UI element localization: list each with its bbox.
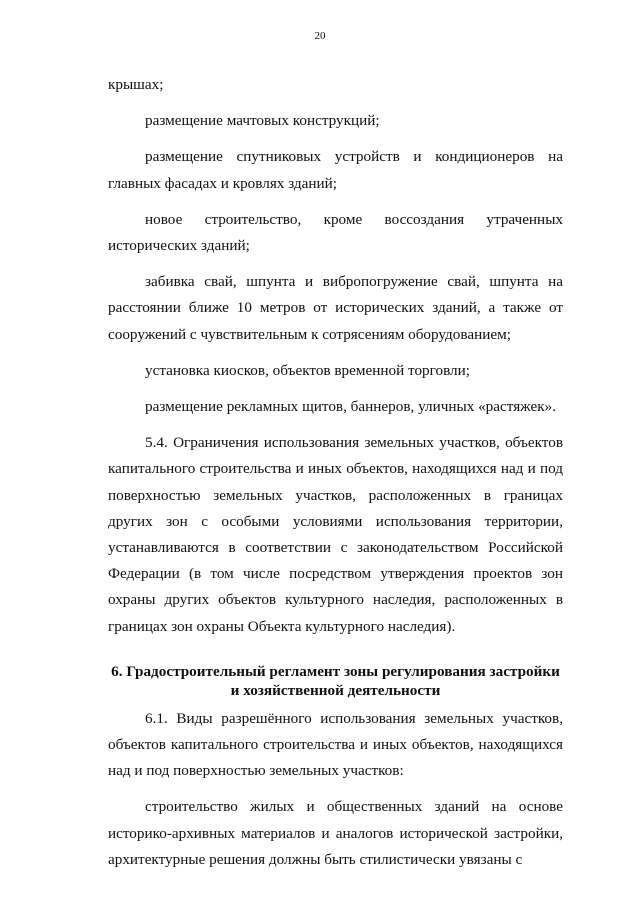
paragraph: 6.1. Виды разрешённого использования земельных участков, объектов капитального строительства и иных объектов, находящихся над и под поверхностью земельных участков: bbox=[108, 709, 563, 780]
paragraph: размещение рекламных щитов, баннеров, уличных «растяжек». bbox=[145, 398, 556, 416]
paragraph: крышах; bbox=[108, 76, 164, 93]
paragraph: 5.4. Ограничения использования земельных участков, объектов капитального строительства и иных объектов, находящихся над и под поверхностью земельных участков, расположенных в границах других зон с особыми условиями использования территории, устанавливаются в соответствии с законодательством Российской Федерации (в том числе посредством утверждения проектов зон охраны других объектов культурного наследия, расположенных в границах зон охраны Объекта культурного наследия). bbox=[108, 434, 563, 635]
paragraph: забивка свай, шпунта и вибропогружение свай, шпунта на расстоянии ближе 10 метров от исторических зданий, а также от сооружений с чувствительным к сотрясениям оборудованием; bbox=[108, 273, 563, 343]
section-heading-line: 6. Градостроительный регламент зоны регулирования застройки bbox=[111, 662, 560, 680]
paragraph: строительство жилых и общественных зданий на основе историко-архивных материалов и аналогов исторической застройки, архитектурные решения должны быть стилистически увязаны с bbox=[108, 798, 563, 868]
section-heading-line: и хозяйственной деятельности bbox=[230, 681, 441, 699]
document-body bbox=[108, 72, 563, 883]
paragraph: размещение мачтовых конструкций; bbox=[145, 112, 380, 130]
page-number: 20 bbox=[314, 30, 326, 42]
paragraph: размещение спутниковых устройств и кондиционеров на главных фасадах и кровлях зданий; bbox=[108, 148, 563, 192]
paragraph: новое строительство, кроме воссоздания утраченных исторических зданий; bbox=[108, 210, 563, 255]
paragraph: установка киосков, объектов временной торговли; bbox=[145, 361, 470, 379]
section-heading bbox=[108, 662, 563, 700]
